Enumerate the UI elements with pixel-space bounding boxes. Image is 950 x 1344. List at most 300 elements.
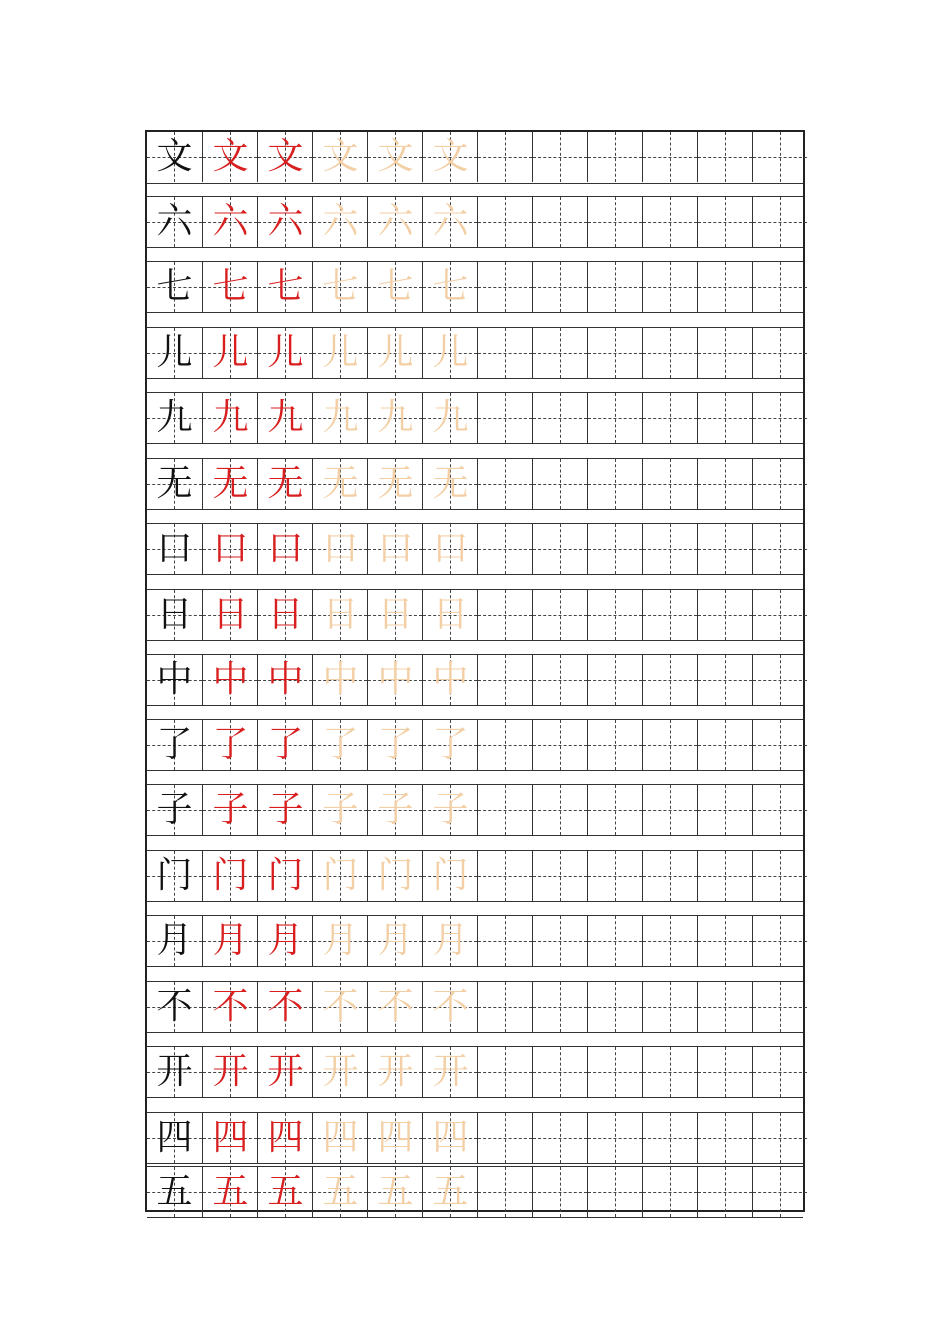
grid-box xyxy=(477,851,532,901)
grid-box xyxy=(257,982,312,1032)
trace-character: 无 xyxy=(267,463,304,504)
model-character: 六 xyxy=(156,201,193,242)
grid-box xyxy=(642,197,697,247)
faint-character: 日 xyxy=(322,594,359,635)
guide-vertical xyxy=(670,328,671,378)
model-character: 四 xyxy=(156,1117,193,1158)
guide-vertical xyxy=(560,1167,561,1217)
grid-box xyxy=(312,851,367,901)
guide-vertical xyxy=(560,720,561,770)
grid-box xyxy=(642,1167,697,1217)
guide-vertical xyxy=(615,328,616,378)
grid-box xyxy=(477,132,532,182)
grid-box xyxy=(422,262,477,312)
guide-vertical xyxy=(505,720,506,770)
grid-box xyxy=(642,785,697,835)
guide-vertical xyxy=(505,982,506,1032)
grid-box xyxy=(422,655,477,705)
grid-box xyxy=(697,1167,752,1217)
trace-character: 了 xyxy=(212,724,249,765)
grid-box xyxy=(202,524,257,574)
grid-box xyxy=(697,524,752,574)
grid-box xyxy=(202,262,257,312)
model-character: 门 xyxy=(156,855,193,896)
grid-box xyxy=(587,720,642,770)
grid-box xyxy=(367,524,422,574)
grid-box xyxy=(697,197,752,247)
grid-box xyxy=(422,1113,477,1163)
guide-vertical xyxy=(780,785,781,835)
grid-box xyxy=(477,524,532,574)
grid-box xyxy=(532,197,587,247)
guide-vertical xyxy=(670,590,671,640)
grid-box xyxy=(367,459,422,509)
guide-vertical xyxy=(615,1167,616,1217)
faint-character: 文 xyxy=(322,136,359,177)
grid-box xyxy=(752,590,807,640)
grid-box xyxy=(257,197,312,247)
guide-vertical xyxy=(725,132,726,182)
grid-box xyxy=(202,916,257,966)
guide-vertical xyxy=(560,1047,561,1097)
model-character: 日 xyxy=(156,594,193,635)
guide-vertical xyxy=(505,524,506,574)
grid-box xyxy=(587,328,642,378)
grid-box xyxy=(587,655,642,705)
guide-vertical xyxy=(780,524,781,574)
grid-box xyxy=(642,720,697,770)
grid-box xyxy=(367,720,422,770)
grid-box xyxy=(587,1047,642,1097)
practice-row xyxy=(147,392,803,444)
grid-box xyxy=(532,1047,587,1097)
trace-character: 文 xyxy=(212,136,249,177)
grid-box xyxy=(312,524,367,574)
grid-box xyxy=(477,459,532,509)
grid-box xyxy=(697,132,752,182)
guide-vertical xyxy=(670,785,671,835)
model-character: 子 xyxy=(156,789,193,830)
grid-box xyxy=(697,1113,752,1163)
guide-vertical xyxy=(670,720,671,770)
grid-box xyxy=(532,262,587,312)
trace-character: 开 xyxy=(267,1051,304,1092)
guide-vertical xyxy=(615,524,616,574)
grid-box xyxy=(147,720,202,770)
grid-box xyxy=(202,851,257,901)
guide-vertical xyxy=(505,851,506,901)
guide-vertical xyxy=(725,590,726,640)
grid-box xyxy=(697,851,752,901)
grid-box xyxy=(312,1113,367,1163)
grid-box xyxy=(147,132,202,182)
grid-box xyxy=(367,132,422,182)
grid-box xyxy=(422,916,477,966)
grid-box xyxy=(532,1113,587,1163)
faint-character: 无 xyxy=(322,463,359,504)
faint-character: 子 xyxy=(322,789,359,830)
grid-box xyxy=(202,785,257,835)
faint-character: 月 xyxy=(432,920,469,961)
guide-vertical xyxy=(725,393,726,443)
practice-row xyxy=(147,458,803,510)
faint-character: 开 xyxy=(377,1051,414,1092)
grid-box xyxy=(257,459,312,509)
guide-vertical xyxy=(615,132,616,182)
guide-vertical xyxy=(505,1113,506,1163)
guide-vertical xyxy=(560,785,561,835)
guide-vertical xyxy=(560,524,561,574)
grid-box xyxy=(752,262,807,312)
guide-vertical xyxy=(615,1113,616,1163)
grid-box xyxy=(312,328,367,378)
grid-box xyxy=(642,328,697,378)
grid-box xyxy=(752,459,807,509)
faint-character: 门 xyxy=(377,855,414,896)
model-character: 儿 xyxy=(156,332,193,373)
grid-box xyxy=(422,982,477,1032)
faint-character: 日 xyxy=(432,594,469,635)
grid-box xyxy=(202,1167,257,1217)
guide-vertical xyxy=(615,916,616,966)
faint-character: 六 xyxy=(377,201,414,242)
faint-character: 无 xyxy=(377,463,414,504)
grid-box xyxy=(312,197,367,247)
grid-box xyxy=(477,785,532,835)
grid-box xyxy=(367,262,422,312)
grid-box xyxy=(147,262,202,312)
grid-box xyxy=(257,1113,312,1163)
grid-box xyxy=(312,982,367,1032)
grid-box xyxy=(752,524,807,574)
grid-box xyxy=(587,524,642,574)
grid-box xyxy=(752,916,807,966)
grid-box xyxy=(312,916,367,966)
grid-box xyxy=(697,590,752,640)
grid-box xyxy=(642,262,697,312)
guide-vertical xyxy=(560,197,561,247)
grid-box xyxy=(257,262,312,312)
grid-box xyxy=(697,720,752,770)
grid-box xyxy=(752,393,807,443)
grid-box xyxy=(312,1167,367,1217)
trace-character: 子 xyxy=(267,789,304,830)
guide-vertical xyxy=(670,524,671,574)
grid-box xyxy=(477,393,532,443)
faint-character: 六 xyxy=(432,201,469,242)
grid-box xyxy=(477,1113,532,1163)
practice-row xyxy=(147,1046,803,1098)
model-character: 七 xyxy=(156,266,193,307)
grid-box xyxy=(587,785,642,835)
grid-box xyxy=(642,916,697,966)
guide-vertical xyxy=(615,459,616,509)
grid-box xyxy=(587,393,642,443)
guide-vertical xyxy=(505,916,506,966)
grid-box xyxy=(532,132,587,182)
trace-character: 无 xyxy=(212,463,249,504)
grid-box xyxy=(477,655,532,705)
trace-character: 口 xyxy=(212,528,249,569)
model-character: 中 xyxy=(156,659,193,700)
grid-box xyxy=(587,916,642,966)
guide-vertical xyxy=(670,262,671,312)
guide-vertical xyxy=(505,197,506,247)
grid-box xyxy=(752,1113,807,1163)
guide-vertical xyxy=(505,459,506,509)
grid-box xyxy=(312,1047,367,1097)
grid-box xyxy=(587,590,642,640)
grid-box xyxy=(422,459,477,509)
grid-box xyxy=(642,1113,697,1163)
grid-box xyxy=(147,1167,202,1217)
grid-box xyxy=(257,590,312,640)
faint-character: 五 xyxy=(432,1171,469,1212)
faint-character: 九 xyxy=(322,397,359,438)
grid-box xyxy=(422,197,477,247)
grid-box xyxy=(477,590,532,640)
grid-box xyxy=(587,982,642,1032)
practice-row xyxy=(147,1166,803,1218)
grid-box xyxy=(367,1047,422,1097)
guide-vertical xyxy=(725,1113,726,1163)
faint-character: 中 xyxy=(322,659,359,700)
trace-character: 四 xyxy=(212,1117,249,1158)
grid-box xyxy=(697,393,752,443)
faint-character: 口 xyxy=(377,528,414,569)
model-character: 月 xyxy=(156,920,193,961)
grid-box xyxy=(697,982,752,1032)
model-character: 了 xyxy=(156,724,193,765)
guide-vertical xyxy=(780,1047,781,1097)
trace-character: 了 xyxy=(267,724,304,765)
practice-row xyxy=(147,850,803,902)
trace-character: 日 xyxy=(212,594,249,635)
model-character: 五 xyxy=(156,1171,193,1212)
trace-character: 儿 xyxy=(267,332,304,373)
guide-vertical xyxy=(505,785,506,835)
grid-box xyxy=(752,982,807,1032)
grid-box xyxy=(312,655,367,705)
grid-box xyxy=(147,655,202,705)
guide-vertical xyxy=(615,982,616,1032)
practice-row xyxy=(147,589,803,641)
practice-row xyxy=(147,981,803,1033)
model-character: 开 xyxy=(156,1051,193,1092)
grid-box xyxy=(202,720,257,770)
guide-vertical xyxy=(780,590,781,640)
practice-row xyxy=(147,196,803,248)
guide-vertical xyxy=(725,524,726,574)
faint-character: 口 xyxy=(322,528,359,569)
grid-box xyxy=(257,132,312,182)
practice-row xyxy=(147,261,803,313)
grid-box xyxy=(367,785,422,835)
grid-box xyxy=(587,1167,642,1217)
practice-row xyxy=(147,523,803,575)
trace-character: 开 xyxy=(212,1051,249,1092)
grid-box xyxy=(587,851,642,901)
guide-vertical xyxy=(725,1047,726,1097)
grid-box xyxy=(532,393,587,443)
practice-sheet xyxy=(145,130,805,1212)
guide-vertical xyxy=(615,785,616,835)
grid-box xyxy=(532,459,587,509)
grid-box xyxy=(752,1167,807,1217)
guide-vertical xyxy=(560,262,561,312)
model-character: 文 xyxy=(156,136,193,177)
grid-box xyxy=(367,328,422,378)
grid-box xyxy=(312,132,367,182)
grid-box xyxy=(367,916,422,966)
grid-box xyxy=(642,590,697,640)
grid-box xyxy=(697,262,752,312)
guide-vertical xyxy=(560,393,561,443)
grid-box xyxy=(202,393,257,443)
grid-box xyxy=(532,982,587,1032)
guide-vertical xyxy=(780,720,781,770)
trace-character: 日 xyxy=(267,594,304,635)
grid-box xyxy=(257,328,312,378)
model-character: 口 xyxy=(156,528,193,569)
grid-box xyxy=(477,328,532,378)
guide-vertical xyxy=(725,655,726,705)
trace-character: 子 xyxy=(212,789,249,830)
guide-vertical xyxy=(725,262,726,312)
guide-vertical xyxy=(560,1113,561,1163)
model-character: 不 xyxy=(156,986,193,1027)
trace-character: 门 xyxy=(267,855,304,896)
grid-box xyxy=(532,720,587,770)
grid-box xyxy=(587,459,642,509)
practice-row xyxy=(147,1112,803,1164)
grid-box xyxy=(367,1167,422,1217)
practice-row xyxy=(147,654,803,706)
guide-vertical xyxy=(505,1167,506,1217)
guide-vertical xyxy=(670,655,671,705)
trace-character: 儿 xyxy=(212,332,249,373)
guide-vertical xyxy=(505,1047,506,1097)
guide-vertical xyxy=(670,393,671,443)
guide-vertical xyxy=(615,1047,616,1097)
trace-character: 月 xyxy=(212,920,249,961)
grid-box xyxy=(477,720,532,770)
grid-box xyxy=(587,1113,642,1163)
guide-vertical xyxy=(560,459,561,509)
guide-vertical xyxy=(725,720,726,770)
grid-box xyxy=(697,655,752,705)
guide-vertical xyxy=(615,197,616,247)
guide-vertical xyxy=(560,132,561,182)
practice-row xyxy=(147,784,803,836)
guide-vertical xyxy=(780,197,781,247)
trace-character: 文 xyxy=(267,136,304,177)
grid-box xyxy=(147,590,202,640)
guide-vertical xyxy=(560,851,561,901)
grid-box xyxy=(367,393,422,443)
grid-box xyxy=(477,1167,532,1217)
guide-vertical xyxy=(560,655,561,705)
grid-box xyxy=(752,720,807,770)
guide-vertical xyxy=(780,1167,781,1217)
guide-vertical xyxy=(560,982,561,1032)
grid-box xyxy=(202,1047,257,1097)
trace-character: 五 xyxy=(267,1171,304,1212)
grid-box xyxy=(697,785,752,835)
grid-box xyxy=(202,1113,257,1163)
guide-vertical xyxy=(780,262,781,312)
grid-box xyxy=(532,590,587,640)
trace-character: 中 xyxy=(212,659,249,700)
grid-box xyxy=(532,785,587,835)
grid-box xyxy=(312,262,367,312)
grid-box xyxy=(202,132,257,182)
grid-box xyxy=(752,851,807,901)
grid-box xyxy=(532,655,587,705)
grid-box xyxy=(257,785,312,835)
faint-character: 中 xyxy=(432,659,469,700)
trace-character: 九 xyxy=(267,397,304,438)
faint-character: 口 xyxy=(432,528,469,569)
faint-character: 门 xyxy=(432,855,469,896)
faint-character: 文 xyxy=(432,136,469,177)
grid-box xyxy=(367,982,422,1032)
grid-box xyxy=(147,197,202,247)
guide-vertical xyxy=(560,328,561,378)
trace-character: 九 xyxy=(212,397,249,438)
guide-vertical xyxy=(670,1113,671,1163)
grid-box xyxy=(422,851,477,901)
trace-character: 六 xyxy=(267,201,304,242)
faint-character: 四 xyxy=(432,1117,469,1158)
grid-box xyxy=(257,1047,312,1097)
grid-box xyxy=(752,655,807,705)
faint-character: 中 xyxy=(377,659,414,700)
trace-character: 口 xyxy=(267,528,304,569)
guide-vertical xyxy=(725,459,726,509)
grid-box xyxy=(642,982,697,1032)
grid-box xyxy=(312,720,367,770)
grid-box xyxy=(642,851,697,901)
faint-character: 开 xyxy=(432,1051,469,1092)
faint-character: 五 xyxy=(377,1171,414,1212)
faint-character: 儿 xyxy=(377,332,414,373)
grid-box xyxy=(147,1047,202,1097)
grid-box xyxy=(532,524,587,574)
faint-character: 七 xyxy=(432,266,469,307)
grid-box xyxy=(642,459,697,509)
faint-character: 九 xyxy=(377,397,414,438)
grid-box xyxy=(422,524,477,574)
model-character: 无 xyxy=(156,463,193,504)
grid-box xyxy=(477,1047,532,1097)
trace-character: 月 xyxy=(267,920,304,961)
grid-box xyxy=(422,328,477,378)
grid-box xyxy=(257,851,312,901)
grid-box xyxy=(422,590,477,640)
grid-box xyxy=(477,197,532,247)
grid-box xyxy=(422,785,477,835)
grid-box xyxy=(147,982,202,1032)
guide-vertical xyxy=(615,851,616,901)
grid-box xyxy=(532,328,587,378)
grid-box xyxy=(532,851,587,901)
faint-character: 了 xyxy=(377,724,414,765)
faint-character: 月 xyxy=(322,920,359,961)
faint-character: 儿 xyxy=(432,332,469,373)
guide-vertical xyxy=(670,916,671,966)
grid-box xyxy=(257,1167,312,1217)
